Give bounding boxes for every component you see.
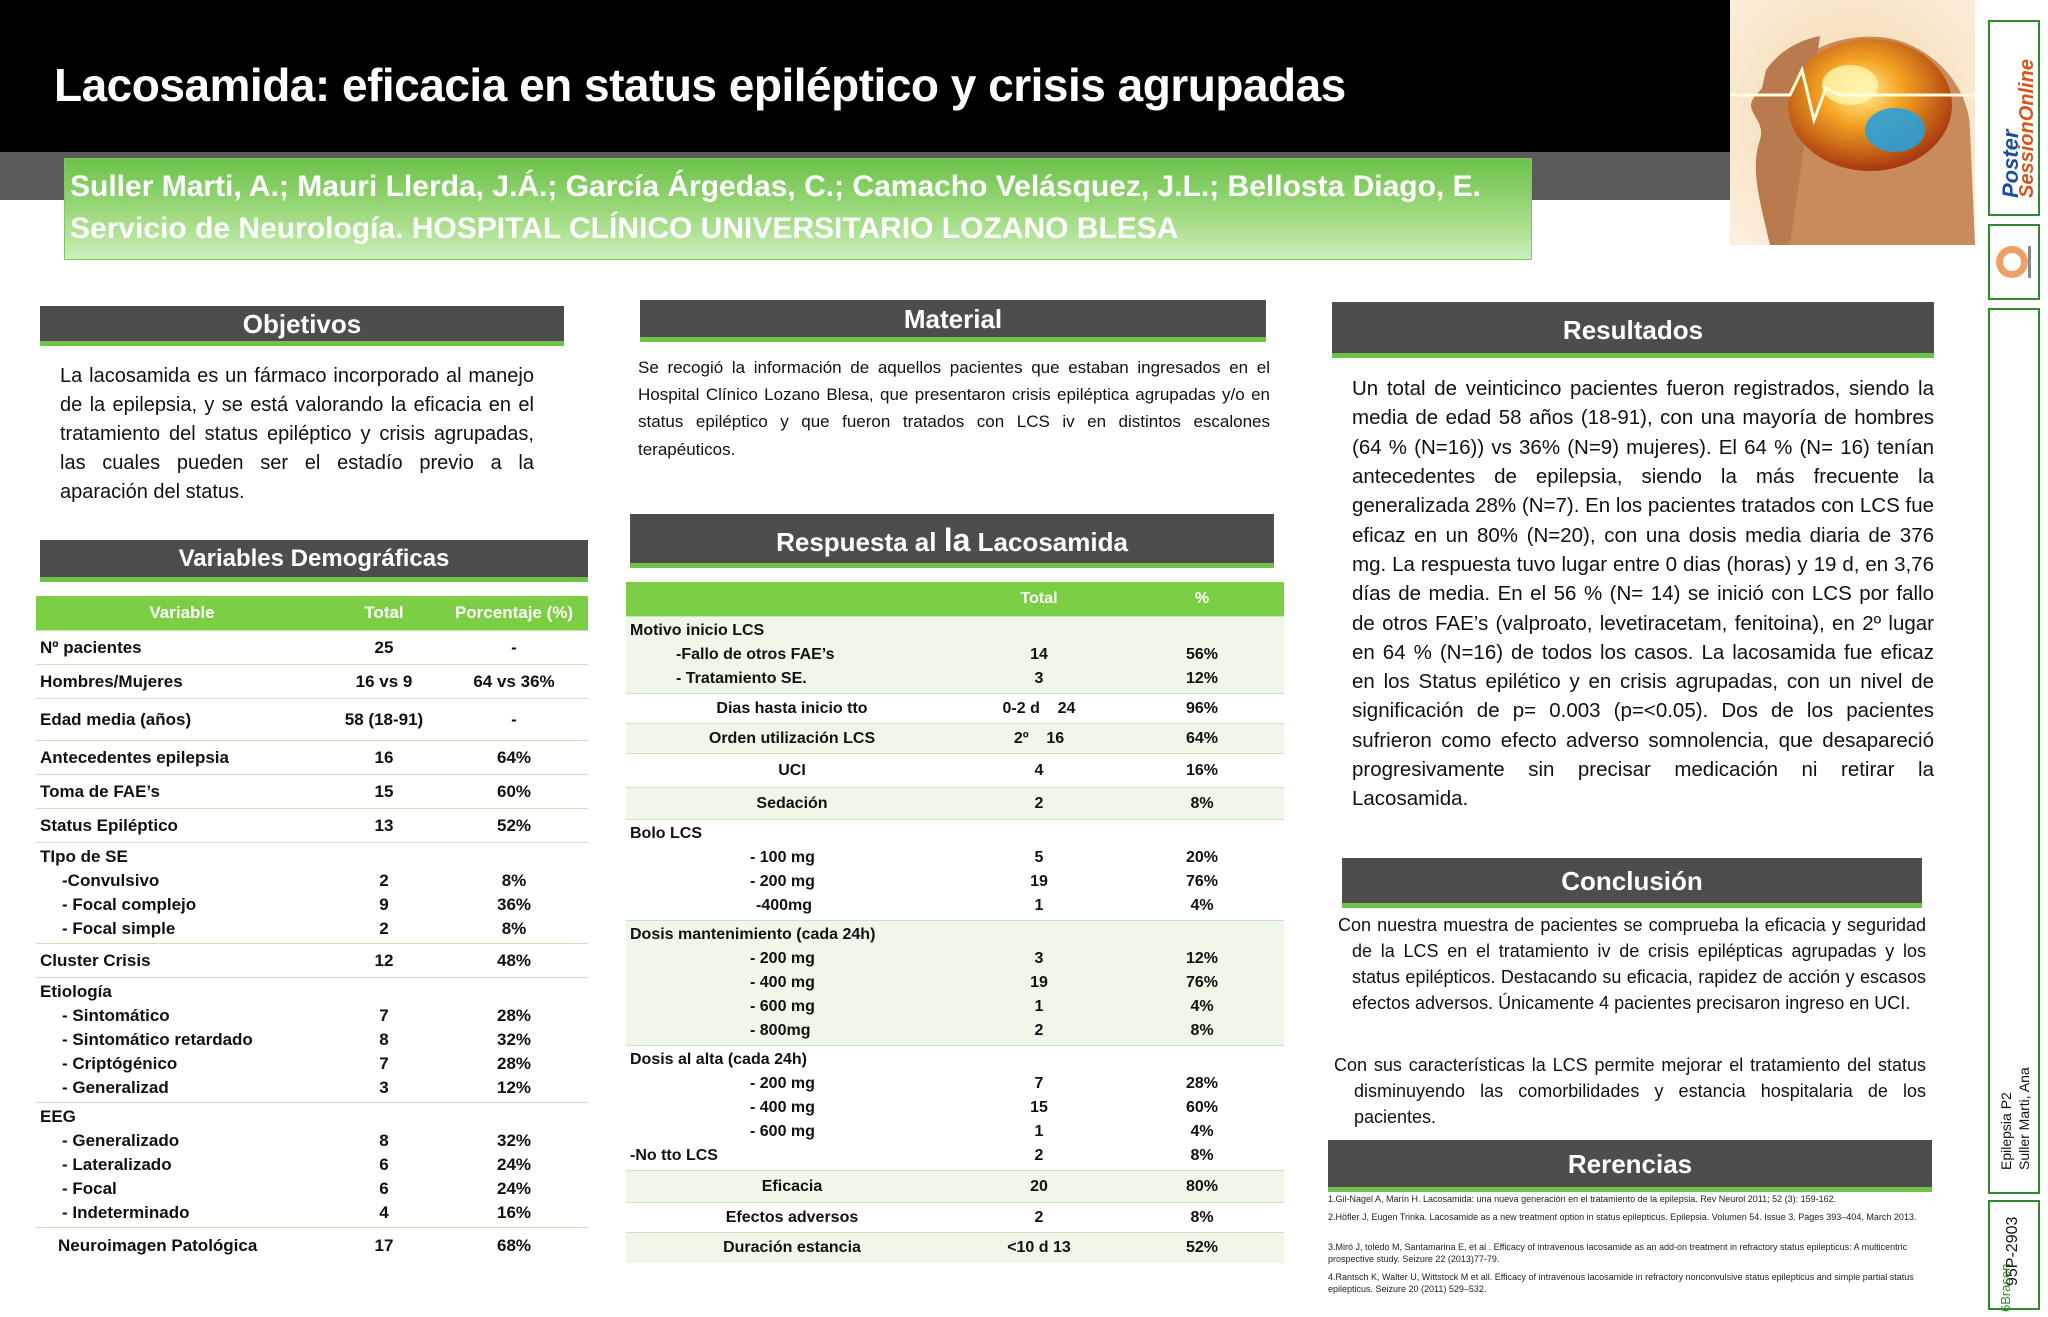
row-sublabel: - Generalizad [62,1078,169,1097]
row-total: 2 [958,788,1120,820]
row-total: 20 [958,1171,1120,1203]
reference-item: 2.Höfler J, Eugen Trinka. Lacosamide as a new treatment option in status epilepticus. Epilepsia. Volumen 54. Issue 3. Pages 393–404, March 2013. [1328,1212,1917,1222]
row-total: 9 [379,895,389,914]
row-pct: 28% [496,1054,532,1073]
row-total: 2 [1034,1022,1044,1039]
respuesta-heading-b: la [943,522,971,558]
row-label: Motivo inicio LCS [630,622,765,639]
row-label: Nº pacientes [36,631,328,665]
table-header-row [36,596,588,631]
vendor-mark: 6Brasen [1998,1263,2013,1312]
row-total: 8 [379,1030,389,1049]
material-text: Se recogió la información de aquellos pacientes que estaban ingresados en el Hospital Clínico Lozano Blesa, que presentaron crisis epiléptica agrupadas y/o en status epiléptico y que fueron tratados con LCS iv en distintos escalones terapéuticos. [638,358,1270,459]
row-label: Eficacia [626,1171,958,1203]
row-total: 14 [1030,646,1048,663]
referencias-heading: Rerencias [1328,1140,1932,1192]
table-row [36,775,588,809]
table-row [626,788,1284,820]
row-label: Orden utilización LCS [626,724,958,754]
row-sublabel: - 600 mg [750,998,815,1015]
row-sublabel: - Focal simple [62,919,176,938]
row-pct: 4% [1190,1123,1214,1140]
poster-title: Lacosamida: eficacia en status epiléptico y crisis agrupadas [54,59,1346,111]
row-total: 16 [328,741,440,775]
authors-line: Suller Marti, A.; Mauri Llerda, J.Á.; García Árgedas, C.; Camacho Velásquez, J.L.; Bellosta Diago, E. [70,170,1481,203]
row-label: EEG [40,1107,76,1126]
row-label: TIpo de SE [40,847,128,866]
row-pct: 16% [496,1203,532,1222]
row-total: 7 [379,1006,389,1025]
row-pct: 64% [440,741,588,775]
row-label: Efectos adversos [626,1203,958,1233]
row-pct: 28% [1185,1075,1219,1092]
brand-line2: SessionOnline [2016,59,2038,198]
row-total: 7 [379,1054,389,1073]
column-header [626,582,958,617]
row-pct: 4% [1190,897,1214,914]
table-row [36,1103,588,1228]
row-label: Status Epiléptico [36,809,328,843]
demographics-table [36,596,588,1264]
row-pct: 32% [496,1131,532,1150]
table-row [626,724,1284,754]
row-total: 7 [1034,1075,1044,1092]
row-pct: 24% [496,1179,532,1198]
table-row [626,820,1284,921]
table-row [626,921,1284,1046]
objetivos-text: La lacosamida es un fármaco incorporado al manejo de la epilepsia, y se está valorando la eficacia en el tratamiento del status epiléptico y crisis agrupadas, las cuales pueden ser el estadío previo a la aparación del status. [60,365,534,503]
column-header: % [1120,582,1284,617]
row-pct: 16% [1120,754,1284,788]
row-label: Edad media (años) [36,699,328,741]
row-sublabel: - 800mg [750,1022,811,1039]
row-sublabel: - Indeterminado [62,1203,190,1222]
row-label: Dias hasta inicio tto [626,694,958,724]
row-sublabel: - 200 mg [750,950,815,967]
row-sublabel: - 200 mg [750,873,815,890]
row-sublabel: - Sintomático [62,1006,170,1025]
row-total: 2 [958,1203,1120,1233]
table-row [36,631,588,665]
society-emblem-icon [1990,226,2038,298]
table-row [626,1171,1284,1203]
right-sidebar [1980,0,2048,1317]
row-sublabel: - Tratamiento SE. [676,670,807,687]
row-pct: 8% [1120,788,1284,820]
row-total: 19 [1030,873,1048,890]
row-total: 1 [1034,998,1044,1015]
row-pct: 24% [496,1155,532,1174]
row-sublabel: -Fallo de otros FAE’s [676,646,835,663]
row-total: 3 [1034,670,1044,687]
row-total: 2º 16 [958,724,1120,754]
row-total: <10 d 13 [958,1233,1120,1263]
row-pct: 8% [501,871,527,890]
row-sublabel: - 400 mg [750,974,815,991]
posters-online-logo [1988,20,2040,216]
row-total: 19 [1030,974,1048,991]
column-header: Variable [36,596,328,631]
row-sublabel: - 200 mg [750,1075,815,1092]
table-row [626,1203,1284,1233]
row-total: 15 [328,775,440,809]
row-sublabel: - 100 mg [750,849,815,866]
row-pct: 12% [1185,670,1219,687]
table-row [36,1228,588,1264]
row-pct: 20% [1185,849,1219,866]
row-sublabel: - 400 mg [750,1099,815,1116]
reference-item: 3.Miró J, toledo M, Santamarina E, et al . Efficacy of intravenous lacosamide as an add-on treatment in refractory status epilepticus: A multicentric prospective study. Seizure 22 (2013)77-79. [1328,1242,1908,1264]
row-label: Dosis mantenimiento (cada 24h) [630,926,876,943]
column-header: Total [328,596,440,631]
row-total: 3 [379,1078,389,1097]
row-total: 1 [1034,1123,1044,1140]
row-label: Sedación [626,788,958,820]
row-pct: 8% [1190,1022,1214,1039]
row-pct: - [440,699,588,741]
brand-line1: Poster [1998,129,2023,198]
resultados-text: Un total de veinticinco pacientes fueron registrados, siendo la media de edad 58 años (18-91), con una mayoría de hombres (64 % (N=16)) vs 36% (N=9) mujeres). El 64 % (N= 16) tenían antecedentes de epilepsia, siendo la más frecuente la generalizada 28% (N=7). En los pacientes tratados con LCS fue eficaz en un 80% (N=20), con una dosis media diaria de 376 mg. La respuesta tuvo lugar entre 0 dias (horas) y 19 d, en 3,76 días de media. En el 56 % (N= 14) se inició con LCS por fallo de otros FAE’s (valproato, levetiracetam, fenitoina), en 2º lugar en 64 % (N=16) de todos los casos. La lacosamida fue eficaz en los Status epilético y en crisis agrupadas, con un nivel de significación de p= 0.003 (p=<0.05). Dos de los pacientes sufrieron como efecto adverso somnolencia, que desapareció progresivamente sin precisar medicación ni retirar la Lacosamida. [1352,377,1934,811]
row-total: 58 (18-91) [328,699,440,741]
row-pct: 64% [1120,724,1284,754]
row-label: Antecedentes epilepsia [36,741,328,775]
row-pct: 76% [1185,974,1219,991]
row-total: 17 [328,1228,440,1264]
row-pct: 96% [1120,694,1284,724]
table-row [36,978,588,1103]
row-total: 15 [1030,1099,1048,1116]
row-pct: 60% [1185,1099,1219,1116]
row-total: 6 [379,1155,389,1174]
row-pct: 32% [496,1030,532,1049]
row-pct: 80% [1120,1171,1284,1203]
row-pct: 64 vs 36% [440,665,588,699]
row-sublabel: -400mg [756,897,813,914]
row-total: 2 [379,919,389,938]
row-pct: 60% [440,775,588,809]
column-header: Porcentaje (%) [440,596,588,631]
row-total: 4 [379,1203,389,1222]
row-pct: 52% [1120,1233,1284,1263]
table-row [626,1233,1284,1263]
row-total: 13 [328,809,440,843]
session-tag [1988,308,2040,1194]
row-total: 2 [379,871,389,890]
row-pct: 48% [440,944,588,978]
row-label: Bolo LCS [630,825,702,842]
row-total: 16 vs 9 [328,665,440,699]
row-sublabel: -No tto LCS [630,1147,718,1164]
conclusion-p2: Con sus características la LCS permite mejorar el tratamiento del status disminuyendo las comorbilidades y estancia hospitalaria de los pacientes. [1334,1055,1926,1128]
row-pct: 8% [1120,1203,1284,1233]
table-row [626,754,1284,788]
row-total: 3 [1034,950,1044,967]
row-pct: 4% [1190,998,1214,1015]
row-pct: 36% [496,895,532,914]
session-label: Epilepsia P2 [1998,1092,2014,1170]
row-label: Hombres/Mujeres [36,665,328,699]
row-sublabel: - 600 mg [750,1123,815,1140]
row-total: 0-2 d 24 [958,694,1120,724]
row-pct: 28% [496,1006,532,1025]
row-total: 5 [1034,849,1044,866]
row-label: Toma de FAE’s [36,775,328,809]
row-pct: - [440,631,588,665]
row-total: 1 [1034,897,1044,914]
row-pct: 12% [496,1078,532,1097]
session-author: Suller Marti, Ana [2016,1067,2032,1170]
table-row [36,843,588,944]
respuesta-heading-a: Respuesta al [776,527,944,557]
table-row [626,694,1284,724]
row-pct: 8% [501,919,527,938]
objetivos-heading: Objetivos [40,306,564,346]
respuesta-heading [630,514,1274,568]
conclusion-heading: Conclusión [1342,858,1922,908]
row-total: 12 [328,944,440,978]
row-pct: 52% [440,809,588,843]
row-total: 2 [1034,1147,1044,1164]
row-label: Duración estancia [626,1233,958,1263]
society-logo [1988,224,2040,300]
row-pct: 8% [1190,1147,1214,1164]
row-pct: 12% [1185,950,1219,967]
poster-code: 95P-2903 [2004,1216,2021,1286]
table-row [36,665,588,699]
table-row [36,741,588,775]
table-row [626,617,1284,694]
brain-illustration [1730,0,1975,245]
reference-item: 4.Rantsch K, Walter U, Wittstock M et all. Efficacy of intravenous lacosamide in refractory nonconvulsive status epilepticus and simple partial status epilepticus. Seizure 20 (2011) 529–532. [1328,1272,1914,1294]
row-label: Etiología [40,982,112,1001]
row-label: Dosis al alta (cada 24h) [630,1051,807,1068]
row-label: Neuroimagen Patológica [36,1228,328,1264]
row-total: 8 [379,1131,389,1150]
table-row [36,699,588,741]
row-pct: 68% [440,1228,588,1264]
row-label: Cluster Crisis [36,944,328,978]
material-heading: Material [640,300,1266,342]
row-total: 25 [328,631,440,665]
row-sublabel: - Criptógénico [62,1054,178,1073]
table-row [626,1046,1284,1171]
row-label: UCI [626,754,958,788]
row-sublabel: - Generalizado [62,1131,180,1150]
row-sublabel: - Focal [62,1179,117,1198]
resultados-heading: Resultados [1332,302,1934,358]
conclusion-p1: Con nuestra muestra de pacientes se comprueba la eficacia y seguridad de la LCS en el tratamiento iv de crisis epilépticas agrupadas y los status epilépticos. Destacando su eficacia, rapidez de acción y escasos efectos adversos. Únicamente 4 pacientes precisaron ingreso en UCI. [1338,915,1926,1014]
column-header: Total [958,582,1120,617]
reference-item: 1.Gil-Nagel A, Marín H. Lacosamida: una nueva generación en el tratamiento de la epilepsia. Rev Neurol 2011; 52 (3): 159-162. [1328,1194,1837,1204]
row-pct: 76% [1185,873,1219,890]
row-sublabel: -Convulsivo [62,871,160,890]
row-sublabel: - Sintomático retardado [62,1030,253,1049]
row-sublabel: - Lateralizado [62,1155,172,1174]
row-sublabel: - Focal complejo [62,895,197,914]
row-pct: 56% [1185,646,1219,663]
poster-code-box [1988,1200,2040,1310]
service-line: Servicio de Neurología. HOSPITAL CLÍNICO UNIVERSITARIO LOZANO BLESA [70,212,1179,245]
table-row [36,944,588,978]
demographics-heading: Variables Demográficas [40,540,588,582]
respuesta-table [626,582,1284,1263]
table-header-row [626,582,1284,617]
table-row [36,809,588,843]
row-total: 4 [958,754,1120,788]
respuesta-heading-c: Lacosamida [970,527,1128,557]
row-total: 6 [379,1179,389,1198]
